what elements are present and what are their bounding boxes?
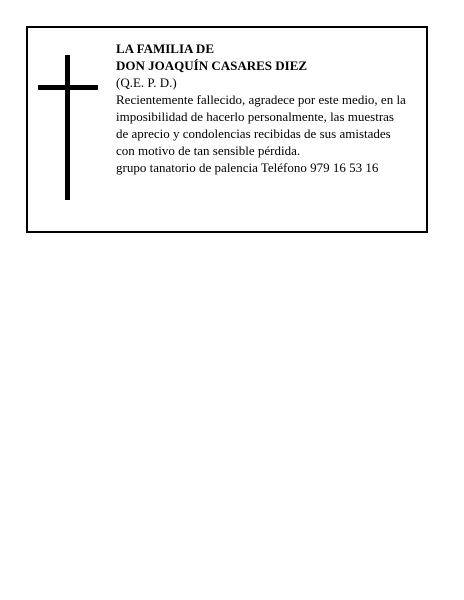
deceased-name: DON JOAQUÍN CASARES DIEZ [116,58,308,73]
death-notice [26,26,428,233]
heading-line-1: LA FAMILIA DE [116,41,214,56]
body-line: Recientemente fallecido, agradece por este medio, en la [116,92,406,107]
body-line: con motivo de tan sensible pérdida. [116,143,301,158]
body-line: de aprecio y condolencias recibidas de sus amistades [116,126,391,141]
latin-cross-icon [38,55,98,200]
cross-horizontal-bar [38,85,98,90]
cross-vertical-bar [65,55,70,200]
contact-line: grupo tanatorio de palencia Teléfono 979 16 53 16 [116,160,379,175]
body-line: imposibilidad de hacerlo personalmente, las muestras [116,109,394,124]
qepd-line: (Q.E. P. D.) [116,75,177,90]
notice-text [116,40,426,176]
